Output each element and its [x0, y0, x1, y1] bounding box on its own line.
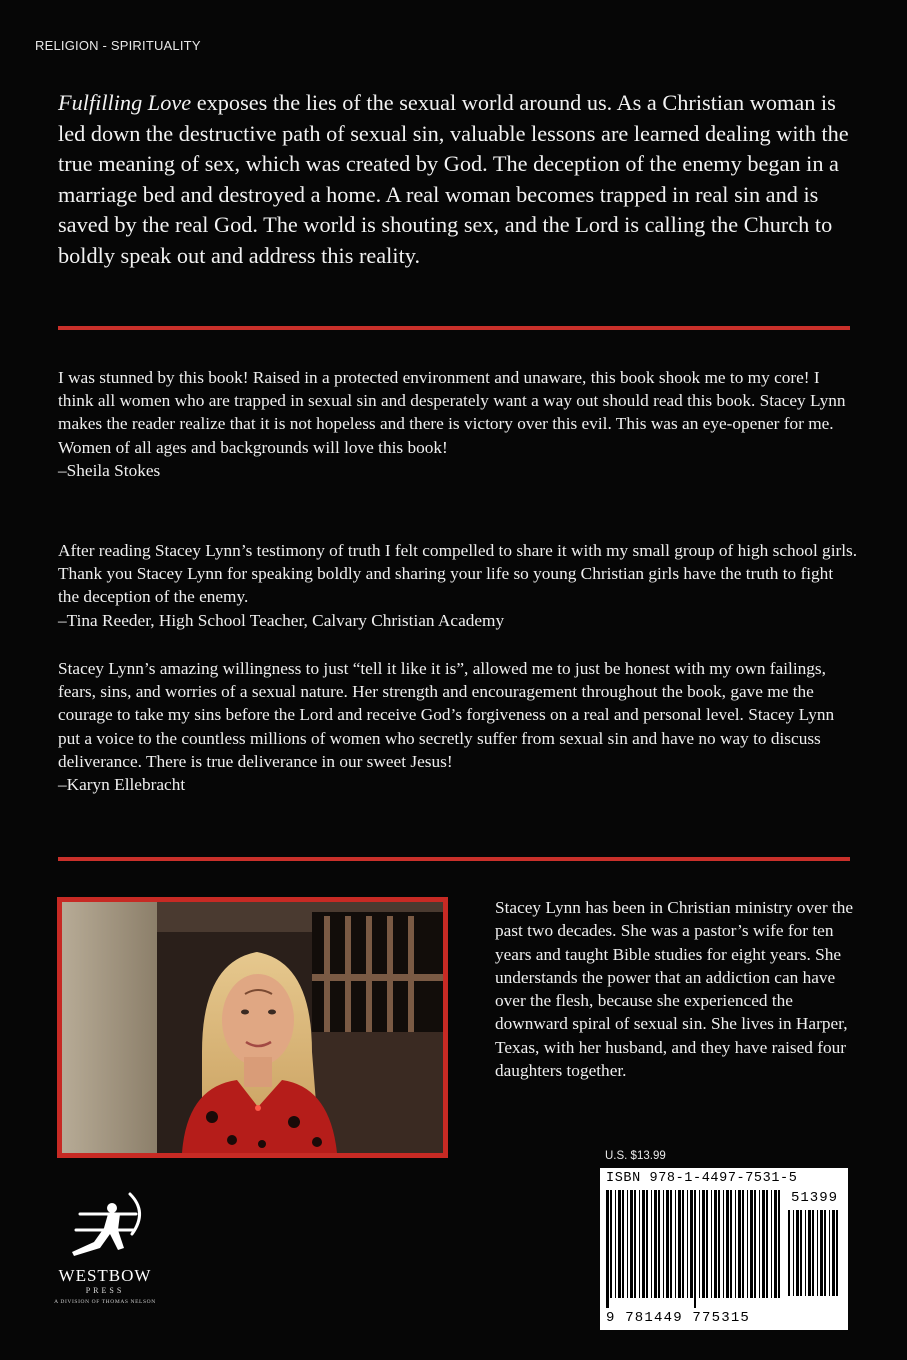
barcode-bar: [706, 1190, 708, 1298]
review-3-text: Stacey Lynn’s amazing willingness to just “tell it like it is”, allowed me to just be honest with my own failings, fears, sins, and worries of a sexual nature. Her strength and encouragement throughout the book, gave me the courage to take my sins before the Lord and receive God’s forgiveness on a real and personal level. Stacey Lynn put a voice to the countless millions of women who secretly suffer from sexual sin and have no way to discuss deliverance. There is true deliverance in our sweet Jesus!: [58, 659, 835, 771]
barcode-bar: [630, 1190, 633, 1298]
barcode-bar: [730, 1190, 732, 1298]
blurb-text: exposes the lies of the sexual world around us. As a Christian woman is led down the destructive path of sexual sin, valuable lessons are learned dealing with the true meaning of sex, which was created by God. The deception of the enemy began in a marriage bed and destroyed a home. A real woman becomes trapped in real sin and is saved by the real God. The world is shouting sex, and the Lord is calling the Church to boldly speak out and address this reality.: [58, 90, 849, 268]
divider-top: [58, 326, 850, 330]
publisher-name: WESTBOW: [58, 1266, 152, 1285]
barcode-bar: [762, 1190, 765, 1298]
barcode-bar: [610, 1190, 612, 1298]
barcode-bar: [788, 1210, 790, 1296]
barcode-bar: [718, 1190, 720, 1298]
category-label: RELIGION - SPIRITUALITY: [35, 38, 201, 53]
barcode-bar: [666, 1190, 669, 1298]
book-title: Fulfilling Love: [58, 90, 192, 115]
review-3-attribution: –Karyn Ellebracht: [58, 775, 186, 795]
review-1-attribution: –Sheila Stokes: [58, 460, 161, 480]
barcode-bar: [675, 1190, 676, 1298]
barcode-bar: [682, 1190, 684, 1298]
barcode-bar: [771, 1190, 772, 1298]
barcode-bar: [829, 1210, 830, 1296]
book-blurb: [58, 88, 858, 271]
author-bio: Stacey Lynn has been in Christian ministry over the past two decades. She was a pastor’s wife for ten years and taught Bible studies for eight years. She understands the power that an addiction can have over the flesh, because she experienced the downward spiral of sexual sin. She lives in Harper, Texas, with her husband, and they have raised four daughters together.: [495, 898, 854, 1081]
barcode-bar: [658, 1190, 660, 1298]
barcode-bar: [654, 1190, 657, 1298]
barcode-bar: [824, 1210, 826, 1296]
author-photo-image: [62, 902, 443, 1153]
ean-digits: 9 781449 775315: [606, 1310, 751, 1326]
barcode-bar: [800, 1210, 802, 1296]
barcode-bar: [832, 1210, 835, 1296]
barcode-bar: [646, 1190, 648, 1298]
barcode-bar: [754, 1190, 756, 1298]
barcode-bar: [747, 1190, 748, 1298]
barcode-bar: [714, 1190, 717, 1298]
barcode-bar: [820, 1210, 823, 1296]
barcode-bar: [735, 1190, 736, 1298]
publisher-logo: [30, 1190, 180, 1305]
barcode-bar: [742, 1190, 744, 1298]
barcode-bar: [618, 1190, 621, 1298]
barcode-bar: [723, 1190, 724, 1298]
addon-barcode-bars: [788, 1210, 840, 1306]
archer-icon: [60, 1190, 150, 1262]
barcode-bar: [711, 1190, 712, 1298]
barcode-bar: [639, 1190, 640, 1298]
price-code: 51399: [790, 1190, 838, 1206]
barcode-bar: [670, 1190, 672, 1298]
barcode-bar: [759, 1190, 760, 1298]
review-1: [58, 366, 858, 482]
barcode-bar: [690, 1190, 693, 1298]
review-2: [58, 539, 858, 632]
barcode-bar: [606, 1190, 609, 1308]
barcode-bar: [642, 1190, 645, 1298]
review-1-text: I was stunned by this book! Raised in a protected environment and unaware, this book shook me to my core! I think all women who are trapped in sexual sin and desperately want a way out should read this book. Stacey Lynn makes the reader realize that it is not hopeless and there is victory over this evil. This was an eye-opener for me. Women of all ages and backgrounds will love this book!: [58, 368, 846, 457]
review-2-text: After reading Stacey Lynn’s testimony of truth I felt compelled to share it with my small group of high school girls. Thank you Stacey Lynn for speaking boldly and sharing your life so young Christian girls have the truth to fight the deception of the enemy.: [58, 541, 858, 607]
barcode-bar: [805, 1210, 806, 1296]
barcode-bar: [694, 1190, 696, 1308]
barcode-bar: [687, 1190, 688, 1298]
ean-barcode-bars: [606, 1190, 784, 1308]
barcode-bar: [808, 1210, 811, 1296]
barcode-bar: [702, 1190, 705, 1298]
barcode-bar: [622, 1190, 624, 1298]
review-3: [58, 657, 858, 796]
barcode-bar: [750, 1190, 753, 1298]
barcode-bar: [627, 1190, 628, 1298]
barcode-bar: [738, 1190, 741, 1298]
isbn-barcode: [600, 1168, 848, 1330]
barcode-bar: [796, 1210, 799, 1296]
barcode-bar: [766, 1190, 768, 1298]
price-label: U.S. $13.99: [605, 1150, 666, 1162]
barcode-bar: [615, 1190, 616, 1298]
barcode-bar: [812, 1210, 814, 1296]
barcode-bar: [817, 1210, 818, 1296]
barcode-bar: [651, 1190, 652, 1298]
publisher-division: A DIVISION OF THOMAS NELSON: [54, 1299, 156, 1305]
barcode-bar: [726, 1190, 729, 1298]
barcode-bar: [793, 1210, 794, 1296]
barcode-bar: [699, 1190, 700, 1298]
barcode-bar: [778, 1190, 780, 1298]
barcode-bar: [634, 1190, 636, 1298]
barcode-bar: [774, 1190, 777, 1298]
barcode-bar: [836, 1210, 838, 1296]
barcode-bar: [678, 1190, 681, 1298]
author-photo: [57, 897, 448, 1158]
barcode-bar: [663, 1190, 664, 1298]
divider-bottom: [58, 857, 850, 861]
review-2-attribution: –Tina Reeder, High School Teacher, Calvary Christian Academy: [58, 610, 505, 630]
publisher-sub: PRESS: [85, 1286, 125, 1295]
isbn-label: ISBN 978-1-4497-7531-5: [606, 1171, 798, 1186]
